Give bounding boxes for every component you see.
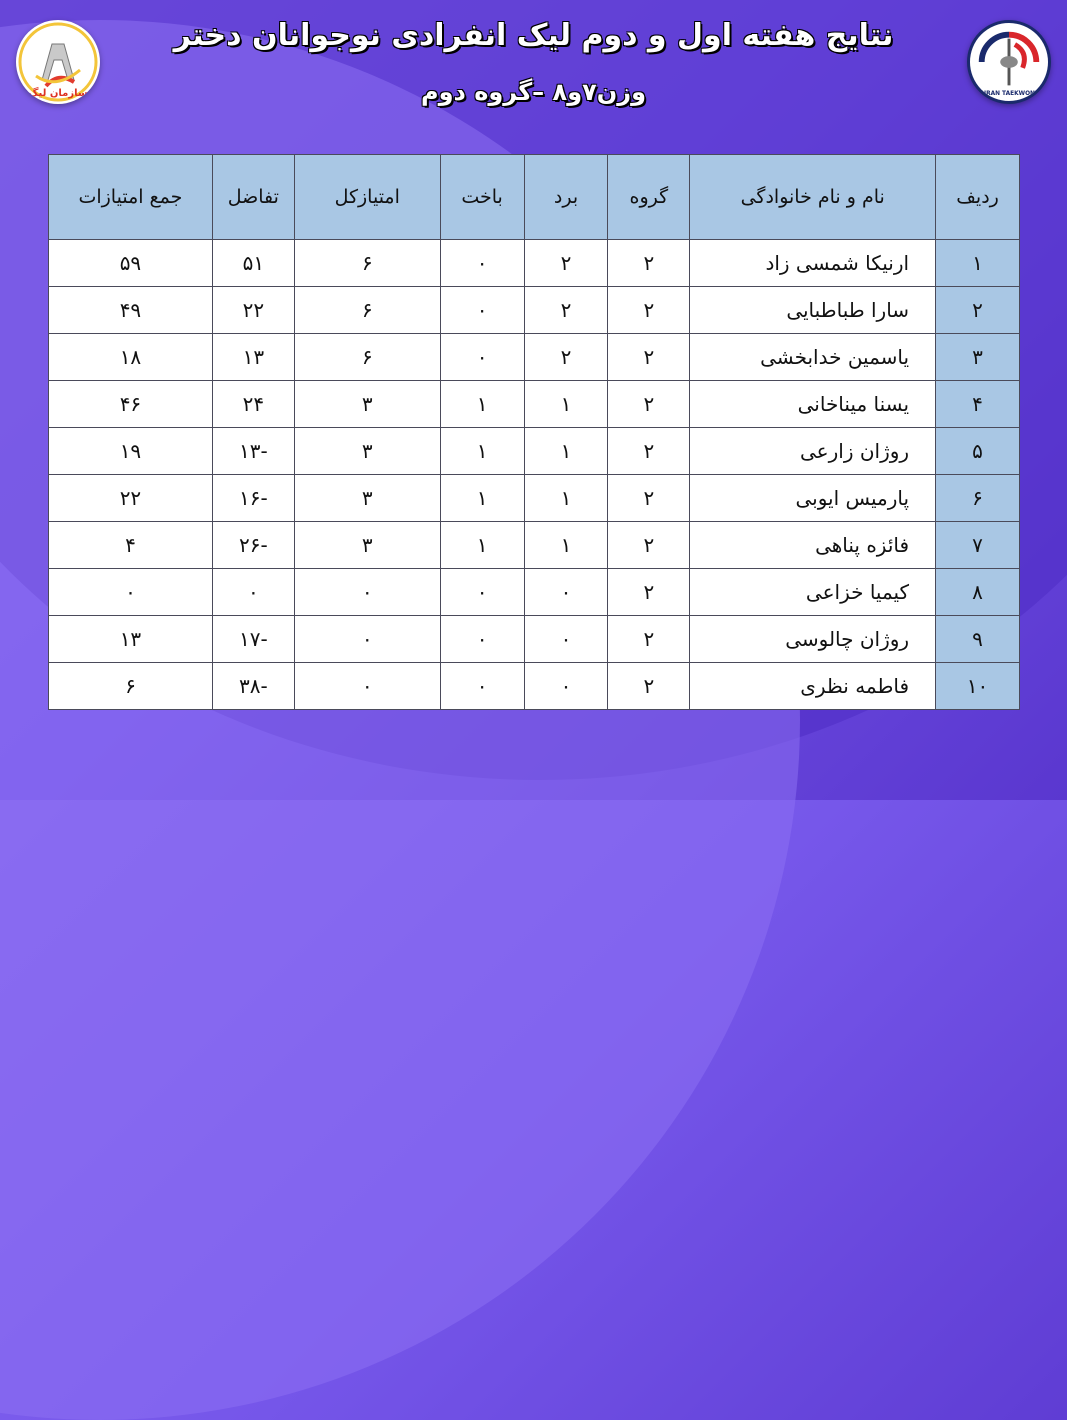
table-row — [49, 475, 1020, 522]
cell-total-points: ۳ — [294, 475, 440, 522]
table-row — [49, 334, 1020, 381]
column-header-total-points: امتیازکل — [294, 155, 440, 240]
cell-sum-points: ۴ — [49, 522, 213, 569]
table-row — [49, 569, 1020, 616]
table-row — [49, 240, 1020, 287]
cell-name: روژان چالوسی — [690, 616, 936, 663]
cell-losses: ۱ — [440, 522, 524, 569]
cell-difference: ۲۴ — [212, 381, 294, 428]
cell-difference: ۰ — [212, 569, 294, 616]
svg-text:سازمان لیگ: سازمان لیگ — [28, 88, 88, 99]
cell-losses: ۰ — [440, 240, 524, 287]
cell-sum-points: ۱۹ — [49, 428, 213, 475]
cell-name: فائزه پناهی — [690, 522, 936, 569]
cell-total-points: ۰ — [294, 569, 440, 616]
column-header-difference: تفاضل — [212, 155, 294, 240]
cell-rank: ۱۰ — [936, 663, 1020, 710]
cell-wins: ۲ — [524, 287, 608, 334]
cell-sum-points: ۱۳ — [49, 616, 213, 663]
cell-losses: ۱ — [440, 381, 524, 428]
cell-total-points: ۳ — [294, 428, 440, 475]
cell-name: ارنیکا شمسی زاد — [690, 240, 936, 287]
table-row — [49, 522, 1020, 569]
cell-total-points: ۰ — [294, 616, 440, 663]
column-header-group: گروه — [608, 155, 690, 240]
cell-difference: ۱۳ — [212, 334, 294, 381]
table-row — [49, 428, 1020, 475]
cell-wins: ۱ — [524, 522, 608, 569]
cell-total-points: ۳ — [294, 522, 440, 569]
column-header-sum-points: جمع امتیازات — [49, 155, 213, 240]
table-row — [49, 663, 1020, 710]
cell-difference: -۲۶ — [212, 522, 294, 569]
table-header-row — [49, 155, 1020, 240]
cell-wins: ۲ — [524, 334, 608, 381]
page-subtitle: وزن۷و۸ –گروه دوم — [421, 78, 646, 106]
cell-sum-points: ۵۹ — [49, 240, 213, 287]
cell-wins: ۱ — [524, 475, 608, 522]
cell-sum-points: ۰ — [49, 569, 213, 616]
cell-losses: ۰ — [440, 663, 524, 710]
results-table — [48, 154, 1020, 710]
cell-difference: -۱۳ — [212, 428, 294, 475]
cell-rank: ۵ — [936, 428, 1020, 475]
cell-rank: ۸ — [936, 569, 1020, 616]
cell-losses: ۱ — [440, 428, 524, 475]
cell-group: ۲ — [608, 475, 690, 522]
cell-difference: -۱۶ — [212, 475, 294, 522]
cell-difference: -۳۸ — [212, 663, 294, 710]
cell-group: ۲ — [608, 663, 690, 710]
cell-rank: ۴ — [936, 381, 1020, 428]
cell-rank: ۲ — [936, 287, 1020, 334]
cell-rank: ۳ — [936, 334, 1020, 381]
cell-name: سارا طباطبایی — [690, 287, 936, 334]
cell-wins: ۰ — [524, 616, 608, 663]
column-header-rank: ردیف — [936, 155, 1020, 240]
page-title: نتایج هفته اول و دوم لیک انفرادی نوجوانان دختر — [173, 18, 894, 53]
cell-group: ۲ — [608, 616, 690, 663]
svg-text:TEHRAN TAEKWONDO: TEHRAN TAEKWONDO — [973, 91, 1045, 98]
cell-rank: ۷ — [936, 522, 1020, 569]
cell-difference: ۲۲ — [212, 287, 294, 334]
column-header-name: نام و نام خانوادگی — [690, 155, 936, 240]
cell-sum-points: ۱۸ — [49, 334, 213, 381]
cell-sum-points: ۴۹ — [49, 287, 213, 334]
cell-losses: ۱ — [440, 475, 524, 522]
cell-losses: ۰ — [440, 334, 524, 381]
cell-sum-points: ۶ — [49, 663, 213, 710]
cell-wins: ۰ — [524, 569, 608, 616]
cell-losses: ۰ — [440, 287, 524, 334]
cell-group: ۲ — [608, 240, 690, 287]
table-row — [49, 381, 1020, 428]
cell-name: یاسمین خدابخشی — [690, 334, 936, 381]
cell-sum-points: ۴۶ — [49, 381, 213, 428]
cell-group: ۲ — [608, 381, 690, 428]
cell-rank: ۱ — [936, 240, 1020, 287]
cell-name: پارمیس ایوبی — [690, 475, 936, 522]
cell-total-points: ۶ — [294, 287, 440, 334]
cell-rank: ۹ — [936, 616, 1020, 663]
cell-total-points: ۶ — [294, 334, 440, 381]
cell-name: روژان زارعی — [690, 428, 936, 475]
cell-difference: ۵۱ — [212, 240, 294, 287]
cell-wins: ۰ — [524, 663, 608, 710]
table-row — [49, 616, 1020, 663]
cell-name: فاطمه نظری — [690, 663, 936, 710]
cell-losses: ۰ — [440, 569, 524, 616]
cell-wins: ۱ — [524, 428, 608, 475]
cell-group: ۲ — [608, 522, 690, 569]
cell-wins: ۱ — [524, 381, 608, 428]
column-header-wins: برد — [524, 155, 608, 240]
cell-name: یسنا میناخانی — [690, 381, 936, 428]
cell-group: ۲ — [608, 569, 690, 616]
cell-total-points: ۰ — [294, 663, 440, 710]
cell-group: ۲ — [608, 334, 690, 381]
cell-total-points: ۶ — [294, 240, 440, 287]
cell-losses: ۰ — [440, 616, 524, 663]
cell-name: کیمیا خزاعی — [690, 569, 936, 616]
cell-rank: ۶ — [936, 475, 1020, 522]
column-header-losses: باخت — [440, 155, 524, 240]
cell-group: ۲ — [608, 287, 690, 334]
table-row — [49, 287, 1020, 334]
cell-group: ۲ — [608, 428, 690, 475]
cell-difference: -۱۷ — [212, 616, 294, 663]
cell-total-points: ۳ — [294, 381, 440, 428]
cell-wins: ۲ — [524, 240, 608, 287]
cell-sum-points: ۲۲ — [49, 475, 213, 522]
